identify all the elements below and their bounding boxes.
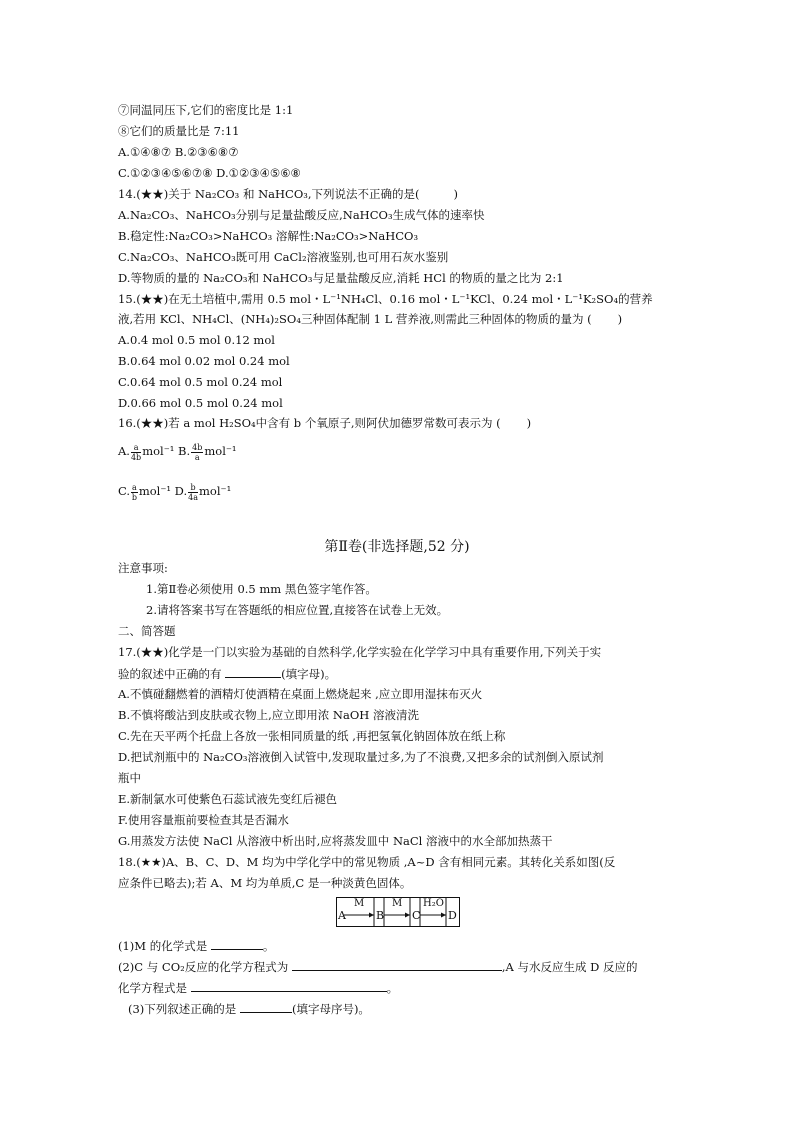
arrow-label-water: H₂O [423,898,444,909]
notice-item-1: 1.第Ⅱ卷必须使用 0.5 mm 黑色签字笔作答。 [146,582,377,596]
q17-stem-line2: 验的叙述中正确的有 (填字母)。 [118,667,337,681]
q14-option-d: D.等物质的量的 Na₂CO₃和 NaHCO₃与足量盐酸反应,消耗 HCl 的物质的量之比为 2:1 [118,271,564,285]
q18-p2-blank-1[interactable] [292,958,502,971]
q15-stem-line1: 15.(★★)在无土培植中,需用 0.5 mol・L⁻¹NH₄Cl、0.16 mol・L⁻¹KCl、0.24 mol・L⁻¹K₂SO₄的营养 [118,292,653,306]
q13-options-cd: C.①②③④⑤⑥⑦⑧ D.①②③④⑤⑥⑧ [118,166,301,180]
node-d: D [448,909,457,922]
q17-answer-blank[interactable] [225,665,281,678]
q15-option-a: A.0.4 mol 0.5 mol 0.12 mol [118,333,275,347]
conversion-diagram [336,897,460,927]
statement-8: ⑧它们的质量比是 7:11 [118,124,240,138]
q18-p3-blank[interactable] [240,1000,292,1013]
q14-option-a: A.Na₂CO₃、NaHCO₃分别与足量盐酸反应,NaHCO₃生成气体的速率快 [118,208,485,222]
q15-option-c: C.0.64 mol 0.5 mol 0.24 mol [118,375,283,389]
q17-option-e: E.新制氯水可使紫色石蕊试液先变红后褪色 [118,792,338,806]
q14-option-c: C.Na₂CO₃、NaHCO₃既可用 CaCl₂溶液鉴别,也可用石灰水鉴别 [118,250,449,264]
node-a: A [338,909,346,922]
statement-7: ⑦同温同压下,它们的密度比是 1:1 [118,103,294,117]
q17-option-b: B.不慎将酸沾到皮肤或衣物上,应立即用浓 NaOH 溶液清洗 [118,708,419,722]
q17-option-g: G.用蒸发方法使 NaCl 从溶液中析出时,应将蒸发皿中 NaCl 溶液中的水全部加热蒸干 [118,834,553,848]
section-2-title: 第Ⅱ卷(非选择题,52 分) [324,539,470,555]
node-c: C [412,909,421,922]
q18-part-2-line2: 化学方程式是 。 [118,981,399,995]
short-answer-heading: 二、简答题 [118,624,176,638]
q18-stem-line1: 18.(★★)A、B、C、D、M 均为中学化学中的常见物质 ,A~D 含有相同元素。其转化关系如图(反 [118,855,616,869]
q14-stem: 14.(★★)关于 Na₂CO₃ 和 NaHCO₃,下列说法不正确的是( ) [118,187,459,201]
q17-option-f: F.使用容量瓶前要检查其是否漏水 [118,813,289,827]
arrow-label-m1: M [354,898,365,909]
q17-option-d-line2: 瓶中 [118,771,141,785]
q15-stem-line2: 液,若用 KCl、NH₄Cl、(NH₄)₂SO₄三种固体配制 1 L 营养液,则需此三种固体的物质的量为 ( ) [118,312,623,326]
fraction-a: $\frac{a}{4b}$ [130,442,142,462]
q13-options-ab: A.①④⑧⑦ B.②③⑥⑧⑦ [118,145,239,159]
q16-options-cd: C. $\frac{a}{b}$ mol⁻¹ D. $\frac{b}{4a}$ mol⁻¹ [118,482,232,502]
q18-part-1: (1)M 的化学式是 。 [118,939,275,953]
q14-option-b: B.稳定性:Na₂CO₃>NaHCO₃ 溶解性:Na₂CO₃>NaHCO₃ [118,229,419,243]
node-b: B [376,909,385,922]
q17-option-c: C.先在天平两个托盘上各放一张相同质量的纸 ,再把氢氧化钠固体放在纸上称 [118,729,506,743]
q15-option-d: D.0.66 mol 0.5 mol 0.24 mol [118,396,283,410]
q17-option-d-line1: D.把试剂瓶中的 Na₂CO₃溶液倒入试管中,发现取量过多,为了不浪费,又把多余的试剂倒入原试剂 [118,750,604,764]
q17-stem-line1: 17.(★★)化学是一门以实验为基础的自然科学,化学实验在化学学习中具有重要作用,下列关于实 [118,645,602,659]
arrow-label-m2: M [392,898,403,909]
notice-item-2: 2.请将答案书写在答题纸的相应位置,直接答在试卷上无效。 [146,603,449,617]
fraction-b: $\frac{4b}{a}$ [192,442,203,462]
q16-stem: 16.(★★)若 a mol H₂SO₄中含有 b 个氧原子,则阿伏加德罗常数可表示为 ( ) [118,416,532,430]
q18-p2-blank-2[interactable] [191,979,387,992]
q16-options-ab: A. $\frac{a}{4b}$ mol⁻¹ B. $\frac{4b}{a}$ mol⁻¹ [118,442,237,462]
q18-part-2-line1: (2)C 与 CO₂反应的化学方程式为 ,A 与水反应生成 D 反应的 [118,960,638,974]
fraction-d: $\frac{b}{4a}$ [188,482,198,502]
q18-part-3: (3)下列叙述正确的是 (填字母序号)。 [128,1002,370,1016]
q15-option-b: B.0.64 mol 0.02 mol 0.24 mol [118,354,290,368]
q17-option-a: A.不慎碰翻燃着的酒精灯使酒精在桌面上燃烧起来 ,应立即用湿抹布灭火 [118,687,483,701]
q18-p1-blank[interactable] [211,937,263,950]
notice-heading: 注意事项: [118,561,168,575]
q18-stem-line2: 应条件已略去);若 A、M 均为单质,C 是一种淡黄色固体。 [118,876,412,890]
fraction-c: $\frac{a}{b}$ [131,482,137,502]
